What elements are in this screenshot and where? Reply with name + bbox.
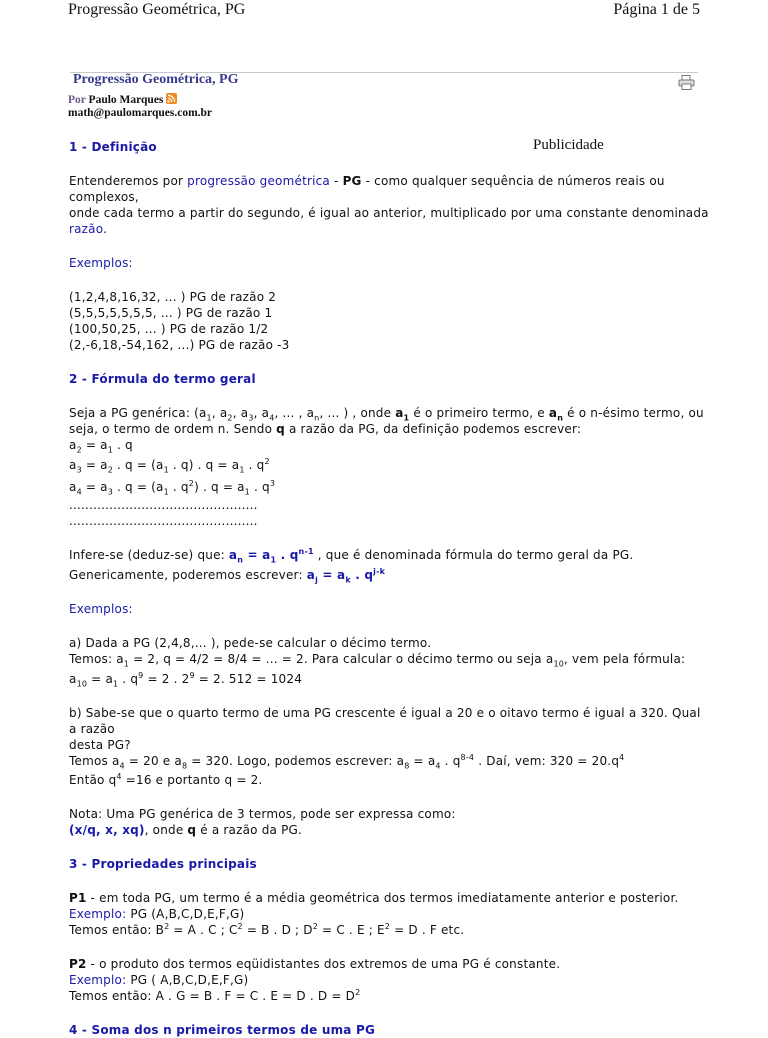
general-term-line: Infere-se (deduz-se) que: $a_n = a_1$ . $q^{n-1}$ , que é denominada fórmula do termo geral da PG. — [69, 547, 634, 565]
example-line: (5,5,5,5,5,5,5, ... ) PG de razão 1 — [69, 306, 273, 320]
example-a-line: $a_{10} = a_1$ . $q^9 = 2$ . $2^9 = 2$. 512 = 1024 — [69, 671, 303, 689]
author-email[interactable]: math@paulomarques.com.br — [68, 107, 213, 119]
formula-line: $a_3 = a_2$ . $q = (a_1$ . q) . $q = a_1$ . $q^2$ — [69, 457, 270, 475]
dots-line: ............................................... — [69, 514, 258, 528]
formula-line: $a_2 = a_1$ . q — [69, 438, 133, 455]
example-a-line: a) Dada a PG (2,4,8,... ), pede-se calcular o décimo termo. — [69, 636, 432, 650]
note-line: (x/q, x, xq), onde q é a razão da PG. — [69, 823, 303, 837]
section-heading-1: 1 - Definição — [69, 140, 157, 154]
example-b-line: Temos $a_4 = 20$ e $a_8 = 320$. Logo, podemos escrever: $a_8 = a_4$ . $q^{8-4}$ . Daí, vem: $320 = 20.q^4$ — [69, 753, 625, 771]
page-counter: Página 1 de 5 — [613, 1, 700, 18]
section-heading-4: 4 - Soma dos n primeiros termos de uma PG — [69, 1023, 376, 1037]
generic-pg-line: Seja a PG genérica: ($a_1$, $a_2$, $a_3$, $a_4$, ... , $a_n$, ... ) , onde $a_1$ é o primeiro termo, e $a_n$ é o n-ésimo termo, ou — [69, 406, 704, 423]
ad-label: Publicidade — [533, 137, 604, 153]
property-p1: P1 - em toda PG, um termo é a média geométrica dos termos imediatamente anterior e posterior. — [69, 891, 679, 905]
example-line: (100,50,25, ... ) PG de razão 1/2 — [69, 322, 269, 336]
pg-term-link: progressão geométrica — [187, 174, 330, 188]
property-p1-then: Temos então: $B^2 = A$ . C ; $C^2 = B$ . D ; $D^2 = C$ . E ; $E^2 = D$ . F etc. — [69, 922, 465, 937]
section-heading-3: 3 - Propriedades principais — [69, 857, 257, 871]
example-b-line: Então $q^4 =16$ e portanto q = 2. — [69, 772, 263, 787]
author-name[interactable]: Paulo Marques — [88, 94, 164, 106]
examples-label: Exemplos: — [69, 256, 133, 270]
article-title: Progressão Geométrica, PG — [73, 72, 239, 87]
example-b-line: desta PG? — [69, 738, 131, 752]
formula-line: $a_4 = a_3$ . $q = (a_1$ . $q^2$) . $q = a_1$ . $q^3$ — [69, 479, 276, 497]
example-a-line: Temos: $a_1 = 2$, q = 4/2 = 8/4 = ... = 2. Para calcular o décimo termo ou seja $a_{10}$, vem pela fórmula: — [69, 652, 686, 669]
browser-page-title: Progressão Geométrica, PG — [68, 1, 246, 18]
examples-label: Exemplos: — [69, 602, 133, 616]
definition-line-2: onde cada termo a partir do segundo, é igual ao anterior, multiplicado por uma constante denominada razão. — [69, 206, 709, 236]
dots-line: ............................................... — [69, 498, 258, 512]
definition-line-1: Entenderemos por progressão geométrica - PG - como qualquer sequência de números reais ou complexos, — [69, 174, 665, 204]
example-line: (2,-6,18,-54,162, ...) PG de razão -3 — [69, 338, 290, 352]
example-b-line: b) Sabe-se que o quarto termo de uma PG crescente é igual a 20 e o oitavo termo é igual a 320. Qual a razão — [69, 706, 701, 736]
property-p2: P2 - o produto dos termos eqüidistantes dos extremos de uma PG é constante. — [69, 957, 561, 971]
print-icon[interactable] — [678, 75, 695, 90]
example-line: (1,2,4,8,16,32, ... ) PG de razão 2 — [69, 290, 277, 304]
property-p1-example: Exemplo: PG (A,B,C,D,E,F,G) — [69, 907, 245, 921]
generic-pg-line-2: seja, o termo de ordem n. Sendo q a razão da PG, da definição podemos escrever: — [69, 422, 582, 436]
rss-icon[interactable] — [166, 93, 177, 104]
section-heading-2: 2 - Fórmula do termo geral — [69, 372, 256, 386]
ratio-term-link: razão — [69, 222, 104, 236]
note-line: Nota: Uma PG genérica de 3 termos, pode ser expressa como: — [69, 807, 456, 821]
author-line — [68, 93, 177, 106]
generic-formula-line: Genericamente, poderemos escrever: $a_j = a_k$ . $q^{j-k}$ — [69, 567, 386, 585]
author-prefix: Por — [68, 94, 86, 106]
property-p2-then: Temos então: A . G = B . F = C . E = D . $D = D^2$ — [69, 988, 361, 1003]
property-p2-example: Exemplo: PG ( A,B,C,D,E,F,G) — [69, 973, 249, 987]
article-body — [69, 139, 709, 1038]
